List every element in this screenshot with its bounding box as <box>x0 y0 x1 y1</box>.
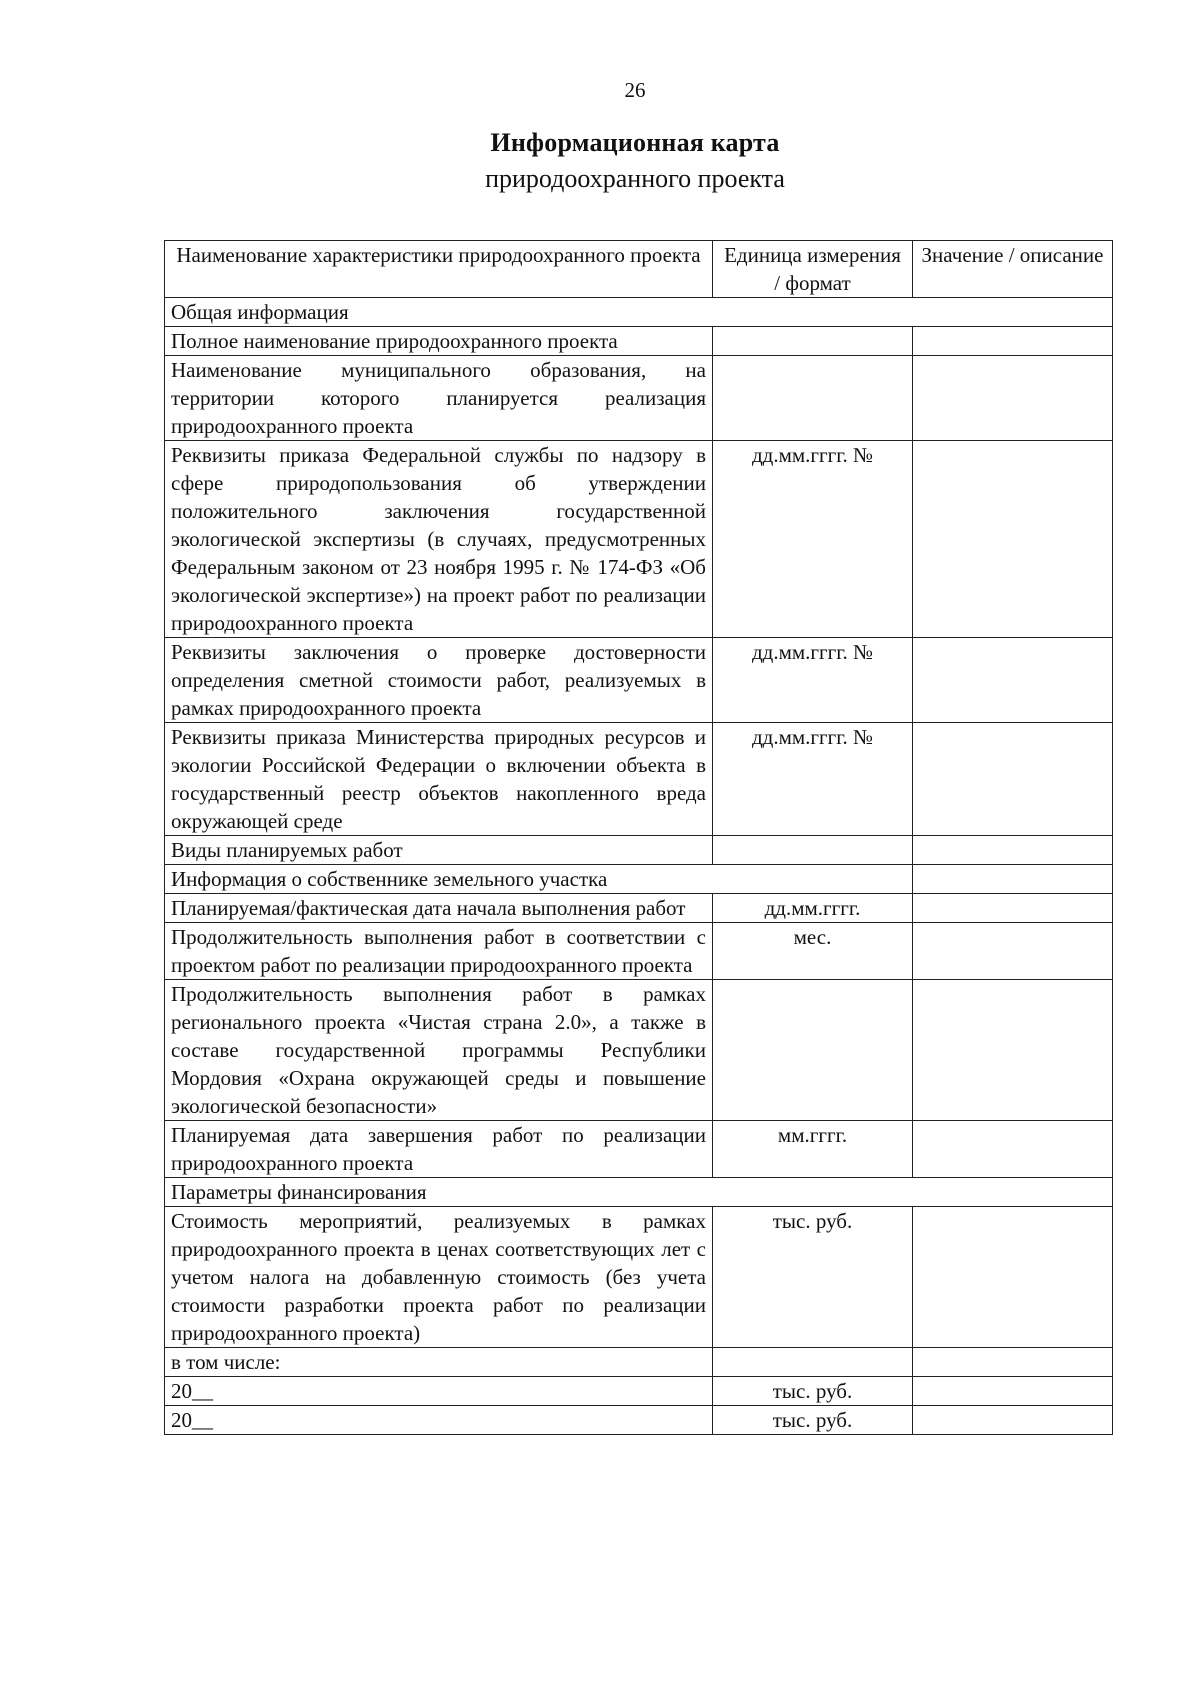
section-row-financing <box>165 1178 1113 1207</box>
table-row <box>165 923 1113 980</box>
row-value[interactable] <box>913 1377 1113 1406</box>
table-row <box>165 1348 1113 1377</box>
row-label: Реквизиты заключения о проверке достоверности определения сметной стоимости работ, реализуемых в рамках природоохранного проекта <box>165 638 713 723</box>
table-row <box>165 980 1113 1121</box>
table-row <box>165 1377 1113 1406</box>
row-label: Наименование муниципального образования, на территории которого планируется реализация природоохранного проекта <box>165 356 713 441</box>
row-unit: дд.мм.гггг. № <box>713 723 913 836</box>
row-label: Планируемая дата завершения работ по реализации природоохранного проекта <box>165 1121 713 1178</box>
row-unit <box>713 327 913 356</box>
row-label: Реквизиты приказа Федеральной службы по надзору в сфере природопользования об утверждении положительного заключения государственной экологической экспертизы (в случаях, предусмотренных Федеральным законом от 23 ноября 1995 г. № 174-ФЗ «Об экологической экспертизе») на проект работ по реализации природоохранного проекта <box>165 441 713 638</box>
row-value[interactable] <box>913 980 1113 1121</box>
row-unit <box>713 836 913 865</box>
row-label: Виды планируемых работ <box>165 836 713 865</box>
row-value[interactable] <box>913 923 1113 980</box>
header-unit: Единица измерения / формат <box>713 241 913 298</box>
table-row <box>165 638 1113 723</box>
row-label: Полное наименование природоохранного проекта <box>165 327 713 356</box>
row-unit: дд.мм.гггг. № <box>713 441 913 638</box>
document-title: Информационная карта <box>490 128 780 157</box>
header-value: Значение / описание <box>913 241 1113 298</box>
row-label: Информация о собственнике земельного участка <box>165 865 913 894</box>
table-row <box>165 1207 1113 1348</box>
table-row <box>165 723 1113 836</box>
row-unit: тыс. руб. <box>713 1377 913 1406</box>
row-unit: мм.гггг. <box>713 1121 913 1178</box>
row-value[interactable] <box>913 1406 1113 1435</box>
row-value[interactable] <box>913 1348 1113 1377</box>
row-label: в том числе: <box>165 1348 713 1377</box>
section-row-general <box>165 298 1113 327</box>
row-label: Планируемая/фактическая дата начала выполнения работ <box>165 894 713 923</box>
table-row <box>165 865 1113 894</box>
table-row <box>165 356 1113 441</box>
page-number: 26 <box>624 78 646 102</box>
row-unit: дд.мм.гггг. № <box>713 638 913 723</box>
row-label: Продолжительность выполнения работ в рамках регионального проекта «Чистая страна 2.0», а также в составе государственной программы Республики Мордовия «Охрана окружающей среды и повышение экологической безопасности» <box>165 980 713 1121</box>
document-subtitle: природоохранного проекта <box>485 164 785 193</box>
table-row <box>165 1406 1113 1435</box>
section-label: Параметры финансирования <box>165 1178 1113 1207</box>
row-value[interactable] <box>913 441 1113 638</box>
row-value[interactable] <box>913 327 1113 356</box>
header-characteristic: Наименование характеристики природоохранного проекта <box>165 241 713 298</box>
row-unit: мес. <box>713 923 913 980</box>
table-row <box>165 836 1113 865</box>
table-row <box>165 894 1113 923</box>
row-value[interactable] <box>913 865 1113 894</box>
row-label: 20__ <box>165 1406 713 1435</box>
row-label: Реквизиты приказа Министерства природных ресурсов и экологии Российской Федерации о включении объекта в государственный реестр объектов накопленного вреда окружающей среде <box>165 723 713 836</box>
row-label: Стоимость мероприятий, реализуемых в рамках природоохранного проекта в ценах соответствующих лет с учетом налога на добавленную стоимость (без учета стоимости разработки проекта работ по реализации природоохранного проекта) <box>165 1207 713 1348</box>
row-unit: дд.мм.гггг. <box>713 894 913 923</box>
table-header-row <box>165 241 1113 298</box>
row-unit <box>713 1348 913 1377</box>
row-label: 20__ <box>165 1377 713 1406</box>
row-value[interactable] <box>913 638 1113 723</box>
section-label: Общая информация <box>165 298 1113 327</box>
row-value[interactable] <box>913 1121 1113 1178</box>
row-unit <box>713 980 913 1121</box>
row-unit: тыс. руб. <box>713 1406 913 1435</box>
row-value[interactable] <box>913 723 1113 836</box>
row-value[interactable] <box>913 894 1113 923</box>
row-value[interactable] <box>913 356 1113 441</box>
table-row <box>165 1121 1113 1178</box>
table-row <box>165 327 1113 356</box>
row-value[interactable] <box>913 836 1113 865</box>
row-label: Продолжительность выполнения работ в соответствии с проектом работ по реализации природоохранного проекта <box>165 923 713 980</box>
row-unit <box>713 356 913 441</box>
info-card-table <box>164 240 1113 1435</box>
table-row <box>165 441 1113 638</box>
row-value[interactable] <box>913 1207 1113 1348</box>
row-unit: тыс. руб. <box>713 1207 913 1348</box>
